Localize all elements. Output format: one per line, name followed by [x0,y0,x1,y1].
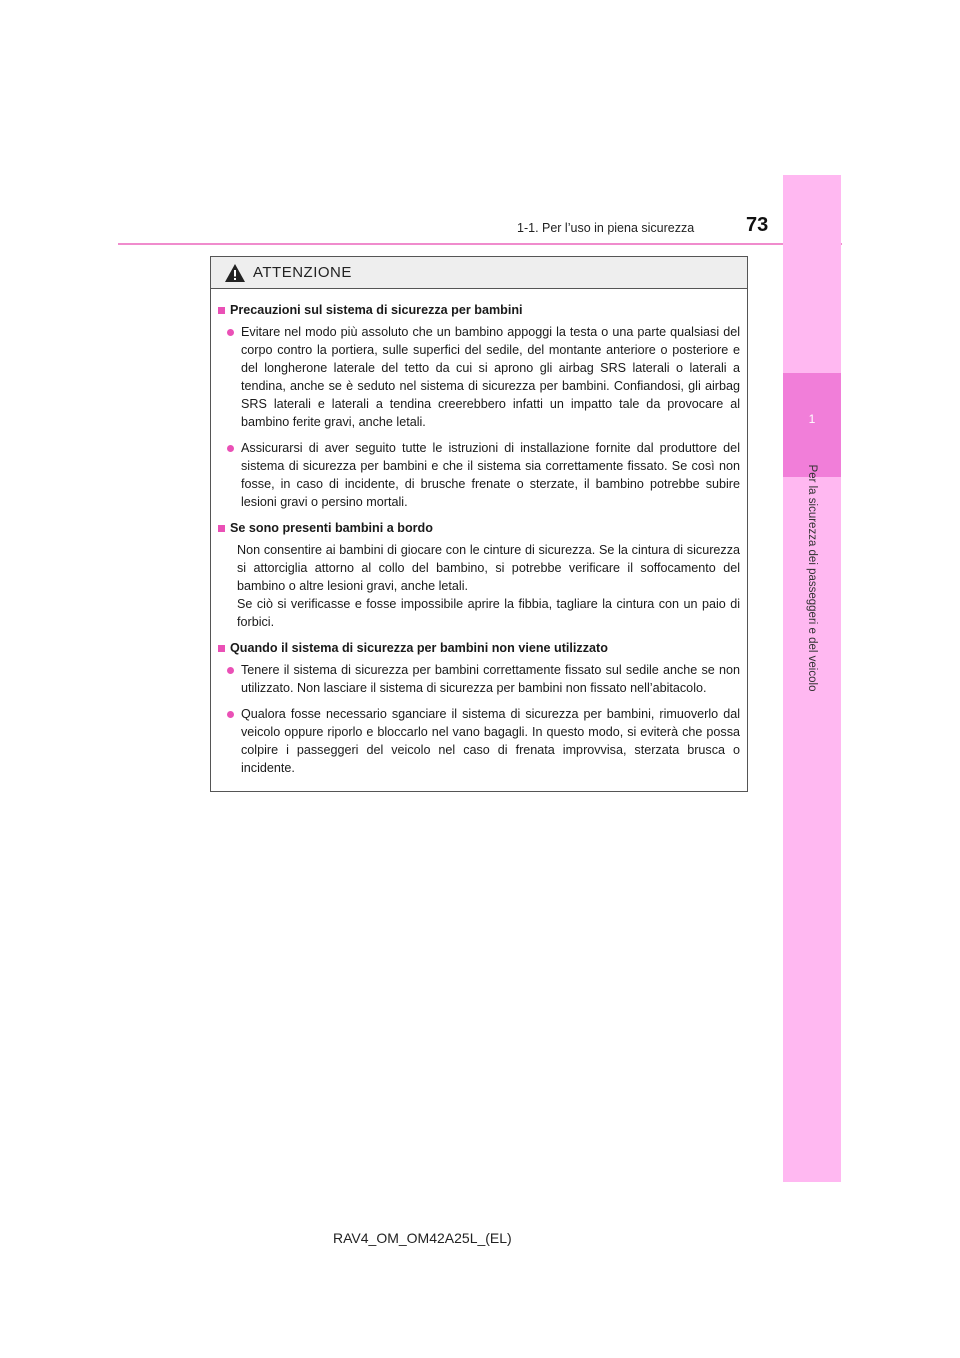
square-bullet-icon [218,525,225,532]
warning-title: ATTENZIONE [253,264,352,281]
paragraph-line: Non consentire ai bambini di giocare con le cinture di sicurezza. Se la cintura di sicurezza si attorciglia attorno al collo del bambino, si potrebbe verificare il soffocamento del bambino o altre lesioni gravi, anche letali. [237,543,740,593]
list-item-text: Qualora fosse necessario sganciare il sistema di sicurezza per bambini, rimuoverlo dal veicolo oppure riporlo e bloccarlo nel vano bagagli. In questo modo, si eviterà che possa colpire i passeggeri del veicolo nel caso di frenata improvvisa, sterzata brusca o incidente. [241,707,740,775]
list-item [225,705,740,777]
side-tab-label: Per la sicurezza dei passeggeri e del veicolo [806,464,818,692]
header-section-title: 1-1. Per l’uso in piena sicurezza [517,221,695,235]
page-number: 73 [746,214,769,236]
warning-body [211,289,747,777]
section-heading [218,639,740,657]
section-title: Se sono presenti bambini a bordo [230,521,433,535]
list-item-text: Tenere il sistema di sicurezza per bambini correttamente fissato sul sedile anche se non utilizzato. Non lasciare il sistema di sicurezza per bambini non fissato nell’abitacolo. [241,663,740,695]
footer-doc-code: RAV4_OM_OM42A25L_(EL) [333,1230,512,1246]
header-rule [118,243,842,245]
square-bullet-icon [218,307,225,314]
section-title: Precauzioni sul sistema di sicurezza per bambini [230,303,523,317]
section-title: Quando il sistema di sicurezza per bambini non viene utilizzato [230,641,608,655]
list-item [225,323,740,431]
circle-bullet-icon [227,711,234,718]
circle-bullet-icon [227,667,234,674]
warning-box [210,256,748,792]
list-item-text: Evitare nel modo più assoluto che un bambino appoggi la testa o una parte qualsiasi del corpo contro la portiera, sulle superfici del sedile, del montante anteriore o posteriore e del longherone laterale del tetto da cui si aprono gli airbag SRS laterali o laterali a tendina, anche se è seduto nel sistema di sicurezza per bambini. Confiandosi, gli airbag SRS laterali e laterali a tendina creerebbero infatti un impatto tale da provocare al bambino ferite gravi, anche letali. [241,325,740,429]
warning-header [211,257,747,289]
list-item-text: Assicurarsi di aver seguito tutte le istruzioni di installazione fornite dal produttore del sistema di sicurezza per bambini e che il sistema sia correttamente fissato. Se così non fosse, in caso di incidente, di brusche frenate o sterzate, il bambino potrebbe subire lesioni gravi o persino mortali. [241,441,740,509]
section-heading [218,301,740,319]
paragraph [237,541,740,631]
warning-triangle-icon [224,263,246,283]
circle-bullet-icon [227,329,234,336]
square-bullet-icon [218,645,225,652]
circle-bullet-icon [227,445,234,452]
list-item [225,661,740,697]
list-item [225,439,740,511]
side-tab-number: 1 [808,412,816,426]
paragraph-line: Se ciò si verificasse e fosse impossibile aprire la fibbia, tagliare la cintura con un paio di forbici. [237,597,740,629]
section-heading [218,519,740,537]
